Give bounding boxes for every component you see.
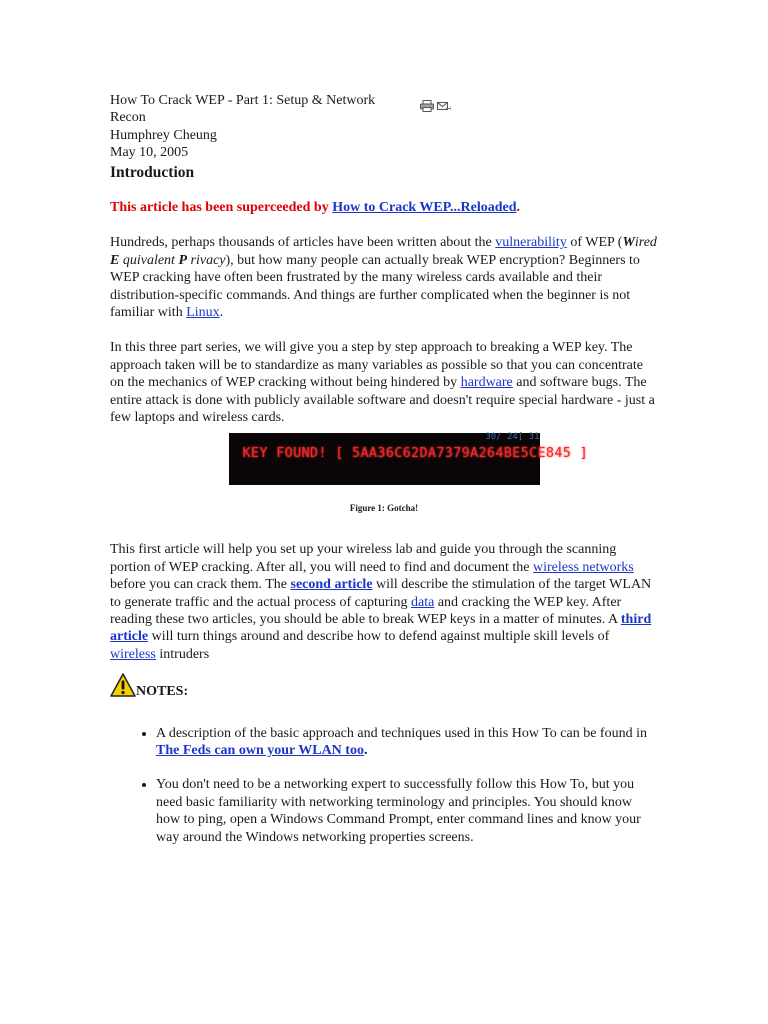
article-header (110, 92, 658, 162)
notes-heading (110, 673, 658, 702)
figure-caption: Figure 1: Gotcha! (349, 502, 419, 513)
article-title: How To Crack WEP - Part 1: Setup & Network Recon (110, 93, 376, 126)
notice-suffix: . (516, 200, 521, 216)
acronym-rest: rivacy (190, 252, 226, 268)
warning-icon (110, 673, 136, 702)
figure-1 (110, 433, 658, 490)
wireless-networks-link[interactable]: wireless networks (533, 559, 634, 575)
notes-list (110, 725, 658, 846)
vulnerability-link[interactable]: vulnerability (495, 235, 567, 251)
third-article-link[interactable]: third article (110, 611, 652, 645)
acronym-rest: ired (634, 235, 657, 251)
paragraph-text: and software bugs. The entire attack is done with publicly available software and doesn't require special hardware - just a few laptops and wireless cards. (110, 375, 655, 426)
linux-link[interactable]: Linux (186, 305, 220, 321)
key-found-screenshot (229, 431, 589, 485)
paragraph-text: ), but how many people can actually break WEP encryption? Beginners to WEP cracking have often been frustrated by the many wireless cards available and their distribution-specific commands. And things are further complicated when the beginner is not familiar with (110, 252, 640, 321)
printer-icon[interactable] (420, 100, 434, 117)
paragraph-text: will turn things around and describe how to defend against multiple skill levels of (151, 629, 610, 645)
paragraph-text: This first article will help you set up your wireless lab and guide you through the scanning portion of WEP cracking. After all, you will need to find and document the (110, 542, 617, 575)
paragraph-text: intruders (159, 646, 210, 662)
list-item (156, 725, 658, 760)
paragraph-text: In this three part series, we will give you a step by step approach to breaking a WEP key. The approach taken will be to standardize as many variables as possible so that you can concentrate on the mechanics of WEP cracking without being hindered by (110, 340, 643, 391)
second-article-link[interactable]: second article (290, 577, 373, 593)
feds-wlan-link[interactable]: The Feds can own your WLAN too (156, 742, 364, 758)
paragraph-text: before you can crack them. The (110, 577, 287, 593)
wireless-link[interactable]: wireless (110, 646, 156, 662)
acronym-rest: quivalent (122, 252, 175, 268)
introduction-heading: Introduction (110, 163, 195, 181)
paragraph-series (110, 339, 658, 426)
note-text: You don't need to be a networking expert to successfully follow this How To, but you need basic familiarity with networking terminology and principles. You should know how to ping, open a Windows Command Prompt, enter command lines and know your way around the Windows networking properties screens. (156, 777, 641, 845)
acronym-letter: E (110, 252, 120, 268)
article-date: May 10, 2005 (110, 145, 189, 161)
notes-title: NOTES: (136, 684, 189, 700)
note-text: . (363, 742, 368, 758)
article-author: Humphrey Cheung (110, 127, 217, 143)
data-link[interactable]: data (411, 594, 435, 610)
hardware-link[interactable]: hardware (460, 375, 513, 391)
list-item (156, 776, 658, 846)
email-icon[interactable] (437, 100, 451, 117)
paragraph-first-article (110, 541, 658, 663)
paragraph-text: of WEP ( (570, 235, 623, 251)
notice-prefix: This article has been superceeded by (110, 200, 329, 216)
paragraph-text: will describe the stimulation of the target WLAN to generate traffic and the actual process of capturing (110, 577, 652, 610)
superseded-notice (110, 199, 658, 216)
screen-top-text: 30/ 24[ 31 (485, 431, 540, 442)
paragraph-intro (110, 234, 658, 321)
screen-fade (229, 475, 540, 485)
key-found-text: KEY FOUND! [ 5AA36C62DA7379A264BE5CE845 ] (242, 444, 589, 461)
reloaded-article-link[interactable]: How to Crack WEP...Reloaded (332, 200, 517, 216)
paragraph-text: and cracking the WEP key. After reading these two articles, you should be able to break WEP keys in a matter of minutes. A (110, 594, 622, 627)
paragraph-text: Hundreds, perhaps thousands of articles have been written about the (110, 235, 492, 251)
paragraph-text: . (219, 305, 224, 321)
header-icons (420, 100, 451, 117)
note-text: A description of the basic approach and techniques used in this How To can be found in (156, 725, 647, 741)
article-content (110, 92, 658, 863)
acronym-letter: W (622, 235, 635, 251)
acronym-letter: P (178, 252, 188, 268)
